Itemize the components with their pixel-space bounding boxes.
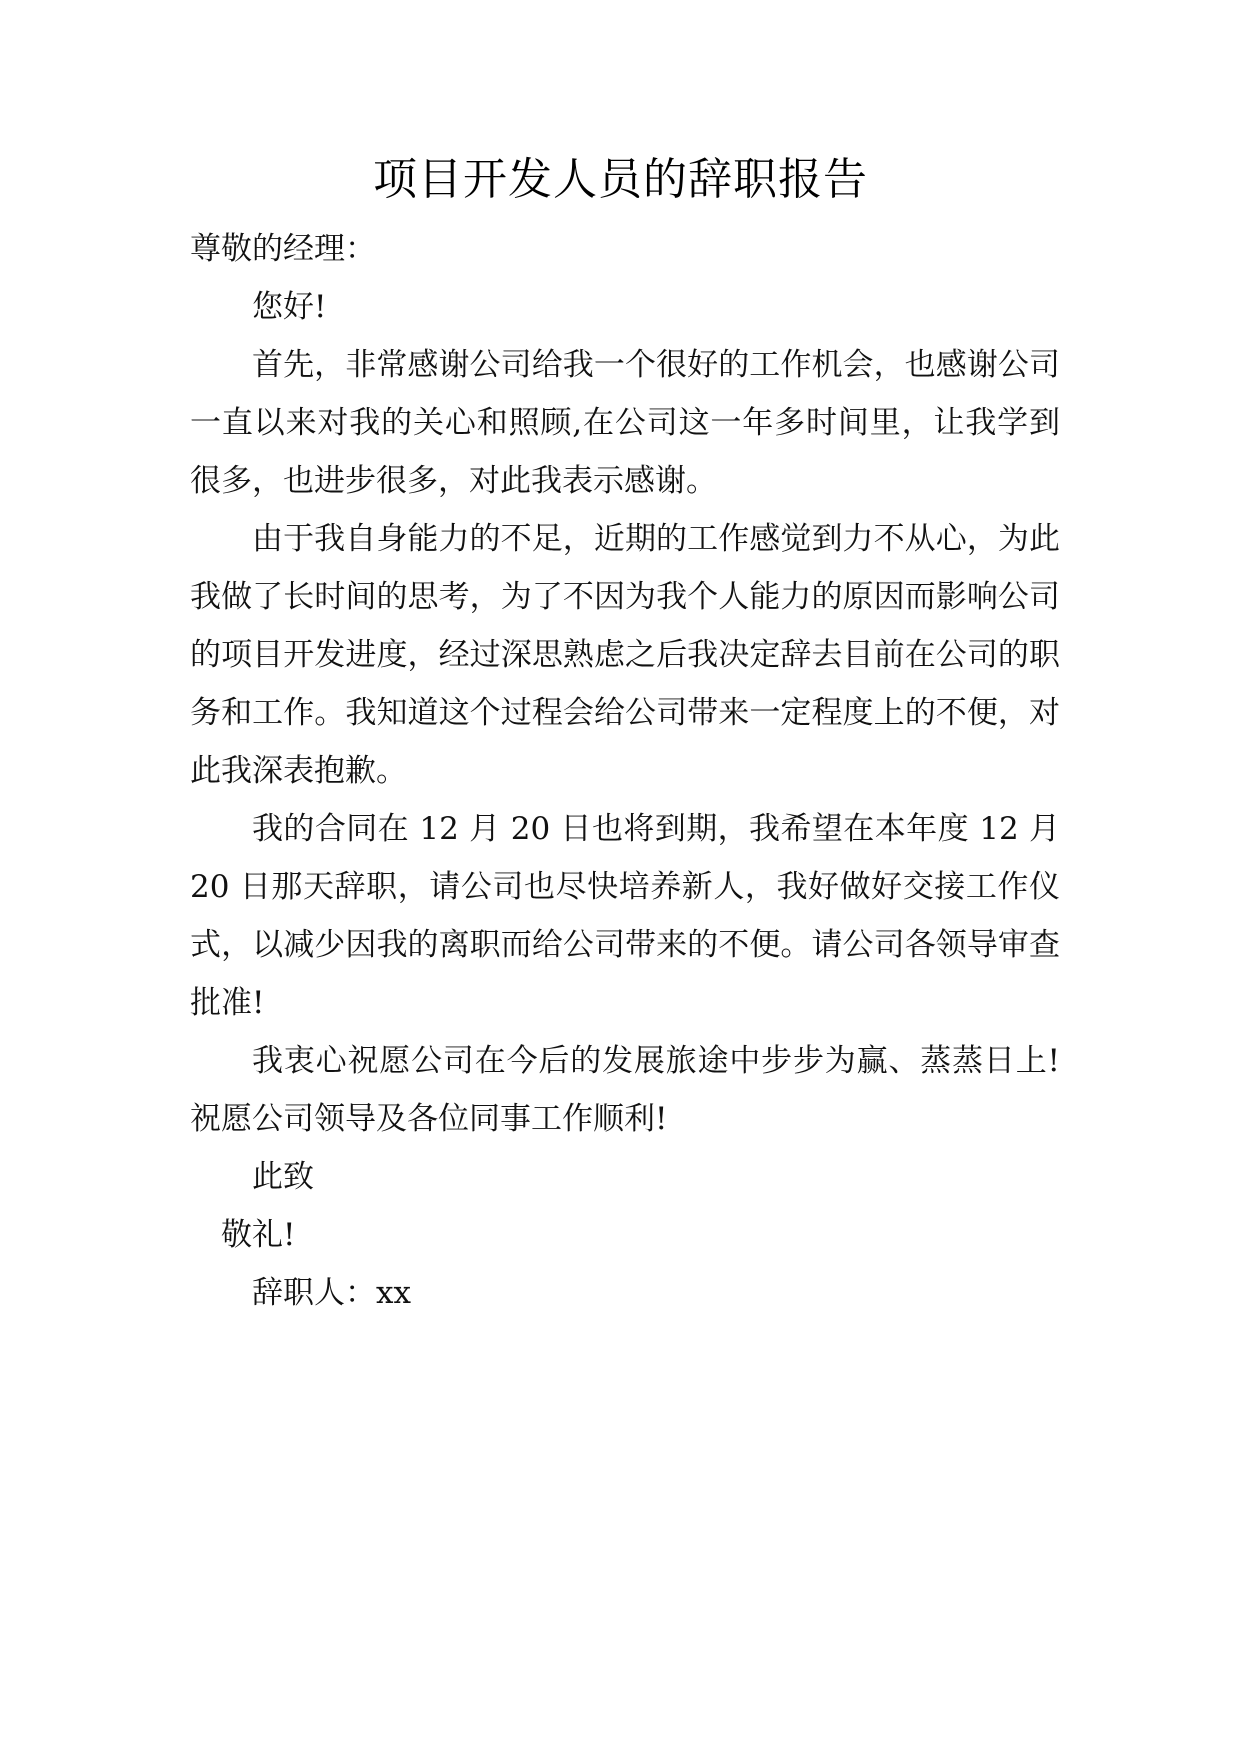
paragraph-reason: 由于我自身能力的不足，近期的工作感觉到力不从心，为此我做了长时间的思考，为了不因为我个人能力的原因而影响公司的项目开发进度，经过深思熟虑之后我决定辞去目前在公司的职务和工作。我知道这个过程会给公司带来一定程度上的不便，对此我深表抱歉。 xyxy=(190,521,1060,789)
greeting: 您好! xyxy=(252,289,327,325)
salutation: 尊敬的经理： xyxy=(190,231,376,267)
paragraph-contract: 我的合同在 12 月 20 日也将到期，我希望在本年度 12 月 20 日那天辞职，请公司也尽快培养新人，我好做好交接工作仪式，以减少因我的离职而给公司带来的不便。请公司各领导审查批准! xyxy=(190,811,1060,1021)
signature: 辞职人：xx xyxy=(252,1275,411,1311)
paragraph-thanks: 首先，非常感谢公司给我一个很好的工作机会，也感谢公司一直以来对我的关心和照顾,在公司这一年多时间里，让我学到很多，也进步很多，对此我表示感谢。 xyxy=(190,347,1060,499)
document-body xyxy=(190,220,1060,1322)
document-title: 项目开发人员的辞职报告 xyxy=(373,154,868,205)
closing-line-2: 敬礼! xyxy=(221,1217,296,1253)
paragraph-wishes: 我衷心祝愿公司在今后的发展旅途中步步为赢、蒸蒸日上!祝愿公司领导及各位同事工作顺利! xyxy=(190,1043,1060,1137)
closing-line-1: 此致 xyxy=(252,1159,314,1195)
